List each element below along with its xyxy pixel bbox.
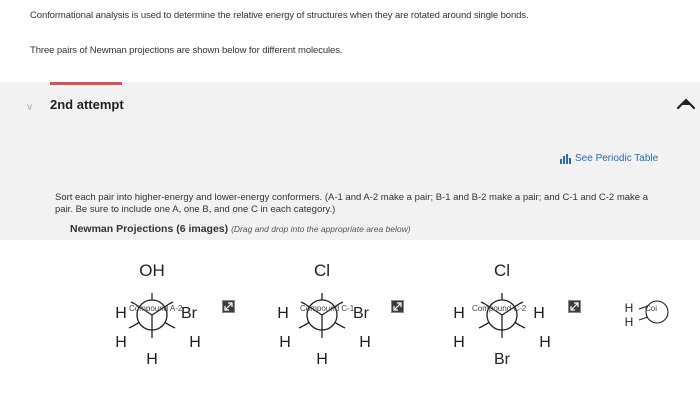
compound-label-c1: Compound C-1 — [300, 304, 355, 313]
substituent-bottom: Br — [494, 351, 510, 368]
compound-label-a2: Compound A-2 — [129, 304, 183, 313]
newman-card-c2[interactable] — [445, 240, 615, 408]
substituent-lower-left: H — [624, 315, 634, 329]
expand-icon[interactable] — [222, 300, 235, 313]
newman-projection-c1 — [299, 293, 345, 338]
intro-line-1: Conformational analysis is used to determine the relative energy of structures when they are rotated around single bonds. — [30, 10, 529, 21]
newman-card-partial[interactable] — [615, 240, 700, 408]
drag-source-area — [0, 240, 700, 408]
substituent-upper-left: H — [115, 305, 127, 322]
attempt-accent-bar — [50, 82, 122, 85]
substituent-lower-right: H — [359, 334, 371, 351]
substituent-top: Cl — [313, 261, 331, 280]
compound-label-partial: Coi — [645, 304, 658, 313]
substituent-bottom: H — [146, 351, 158, 368]
substituent-bottom: H — [316, 351, 328, 368]
instruction-text: Sort each pair into higher-energy and lower-energy conformers. (A-1 and A-2 make a pair; B-1 and B-2 make a pair; and C-1 and C-2 make a pair. Be sure to include one A, one B, and one C in each category.) — [55, 192, 648, 215]
newman-projection-a2 — [129, 293, 175, 338]
bar-chart-icon — [560, 154, 572, 164]
drag-hint: (Drag and drop into the appropriate area below) — [231, 224, 411, 234]
expand-icon[interactable] — [568, 300, 581, 313]
substituent-top: OH — [139, 261, 165, 280]
newman-projection-c2 — [479, 293, 525, 338]
see-periodic-table-label: See Periodic Table — [575, 153, 659, 164]
substituent-lower-left: H — [115, 334, 127, 351]
newman-title: Newman Projections (6 images) — [70, 223, 229, 235]
substituent-upper-left: H — [453, 305, 465, 322]
expand-icon[interactable] — [391, 300, 404, 313]
compound-label-c2: Compound C-2 — [472, 304, 527, 313]
substituent-top: Cl — [493, 261, 511, 280]
substituent-upper-right: H — [533, 305, 545, 322]
newman-card-a2[interactable] — [95, 240, 265, 408]
collapse-arrow-icon[interactable] — [676, 96, 696, 112]
substituent-lower-right: H — [539, 334, 551, 351]
substituent-lower-left: H — [279, 334, 291, 351]
newman-subheading — [70, 223, 411, 235]
substituent-upper-left: H — [624, 301, 634, 315]
substituent-lower-left: H — [453, 334, 465, 351]
substituent-upper-right: Br — [181, 305, 197, 322]
see-periodic-table-link[interactable] — [560, 153, 658, 164]
newman-projection-partial — [639, 301, 668, 403]
chevron-down-icon[interactable]: ∨ — [26, 102, 34, 113]
substituent-lower-right: H — [189, 334, 201, 351]
newman-card-c1[interactable] — [265, 240, 435, 408]
attempt-panel — [0, 82, 700, 408]
attempt-title: 2nd attempt — [50, 97, 124, 112]
intro-line-2: Three pairs of Newman projections are shown below for different molecules. — [30, 45, 343, 56]
substituent-upper-right: Br — [353, 305, 369, 322]
substituent-upper-left: H — [277, 305, 289, 322]
attempt-header[interactable] — [0, 90, 700, 124]
